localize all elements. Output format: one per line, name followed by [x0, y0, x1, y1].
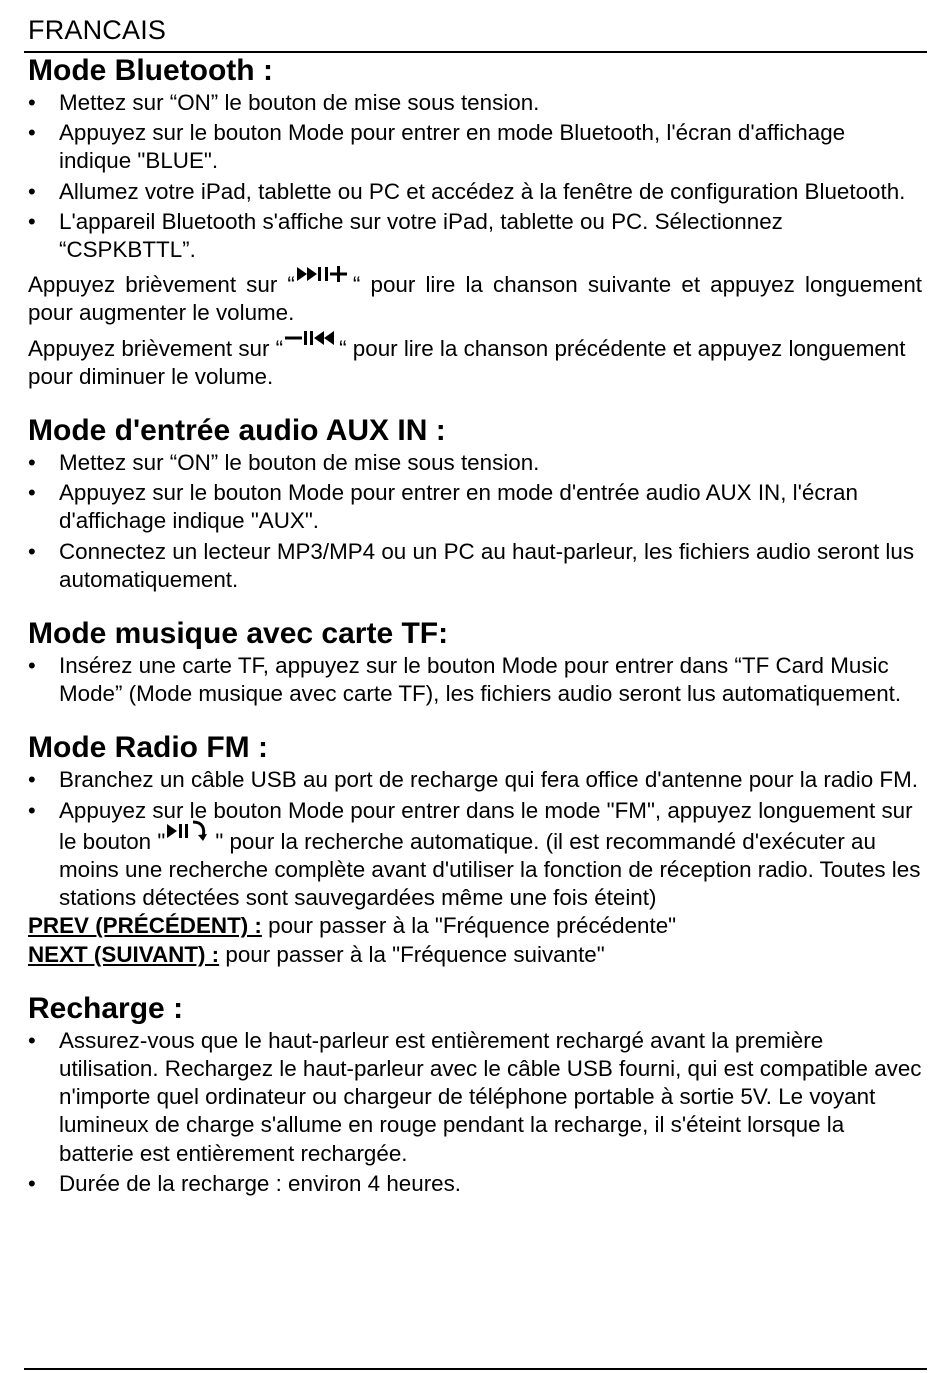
next-track-text-before: Appuyez brièvement sur “: [28, 272, 295, 298]
next-track-text-after: “ pour lire la chanson suivante et appuyez longuement pour augmenter le volume.: [28, 272, 922, 326]
fm-scan-text-after: " pour la recherche automatique. (il est recommandé d'exécuter au moins une recherche complète avant d'utiliser la fonction de réception radio. Toutes les stations détectées sont sauvegardées même une fois éteint): [59, 828, 921, 911]
list-item: • Appuyez sur le bouton Mode pour entrer en mode Bluetooth, l'écran d'affichage indique "BLUE".: [28, 119, 922, 175]
charge-section: [28, 991, 922, 1198]
fm-scan-text-before: Appuyez sur le bouton Mode pour entrer dans le mode "FM", appuyez longuement sur le bouton ": [59, 797, 913, 854]
prev-volume-down-icon: [283, 328, 339, 350]
tf-section: [28, 616, 922, 708]
next-description: pour passer à la "Fréquence suivante": [219, 941, 605, 967]
language-header: FRANCAIS: [28, 15, 167, 45]
aux-section: [28, 413, 922, 594]
fm-section: [28, 730, 922, 968]
list-item: • Assurez-vous que le haut-parleur est entièrement rechargé avant la première utilisation. Rechargez le haut-parleur avec le câble USB fourni, qui est compatible avec n'importe quel ordinateur ou chargeur de téléphone portable à sortie 5V. Le voyant lumineux de charge s'allume en rouge pendant la recharge, il s'éteint lorsque la batterie est entièrement rechargée.: [28, 1027, 922, 1168]
list-item: • Allumez votre iPad, tablette ou PC et accédez à la fenêtre de configuration Bluetooth.: [28, 178, 922, 206]
prev-track-text-before: Appuyez brièvement sur “: [28, 335, 284, 361]
bluetooth-title: Mode Bluetooth :: [28, 54, 273, 87]
list-item: • Connectez un lecteur MP3/MP4 ou un PC au haut-parleur, les fichiers audio seront lus automatiquement.: [28, 538, 922, 594]
tf-title: Mode musique avec carte TF:: [28, 617, 449, 651]
prev-frequency-line: [28, 912, 922, 940]
prev-description: pour passer à la "Fréquence précédente": [261, 913, 677, 939]
list-item: • Branchez un câble USB au port de recharge qui fera office d'antenne pour la radio FM.: [28, 766, 922, 794]
list-item: • Mettez sur “ON” le bouton de mise sous tension.: [28, 89, 922, 117]
next-label: NEXT (SUIVANT) :: [28, 941, 220, 967]
next-volume-up-icon: [295, 264, 353, 286]
list-item: • Mettez sur “ON” le bouton de mise sous tension.: [28, 449, 922, 477]
prev-track-instruction: [28, 334, 922, 391]
fm-list: [28, 766, 922, 912]
charge-title: Recharge :: [28, 991, 184, 1025]
prev-label: PREV (PRÉCÉDENT) :: [28, 913, 262, 939]
play-pause-scan-icon: [165, 819, 215, 843]
page-content: [28, 53, 922, 1198]
list-item: • Insérez une carte TF, appuyez sur le bouton Mode pour entrer dans “TF Card Music Mode” (Mode musique avec carte TF), les fichiers audio seront lus automatiquement.: [28, 652, 922, 708]
next-track-instruction: [28, 270, 922, 327]
charge-list: [28, 1027, 922, 1198]
list-item: [28, 797, 922, 913]
aux-title: Mode d'entrée audio AUX IN :: [28, 414, 446, 448]
next-frequency-line: [28, 941, 922, 969]
list-item: • Appuyez sur le bouton Mode pour entrer en mode d'entrée audio AUX IN, l'écran d'affichage indique "AUX".: [28, 479, 922, 535]
list-item: • Durée de la recharge : environ 4 heures.: [28, 1170, 922, 1198]
prev-track-text-after: “ pour lire la chanson précédente et appuyez longuement pour diminuer le volume.: [28, 335, 906, 389]
bluetooth-list: [28, 89, 922, 264]
fm-title: Mode Radio FM :: [28, 731, 268, 765]
list-item: • L'appareil Bluetooth s'affiche sur votre iPad, tablette ou PC. Sélectionnez “CSPKBTTL”.: [28, 208, 922, 264]
tf-list: [28, 652, 922, 708]
bluetooth-section: [28, 53, 922, 391]
aux-list: [28, 449, 922, 594]
bottom-rule: [24, 1368, 927, 1370]
